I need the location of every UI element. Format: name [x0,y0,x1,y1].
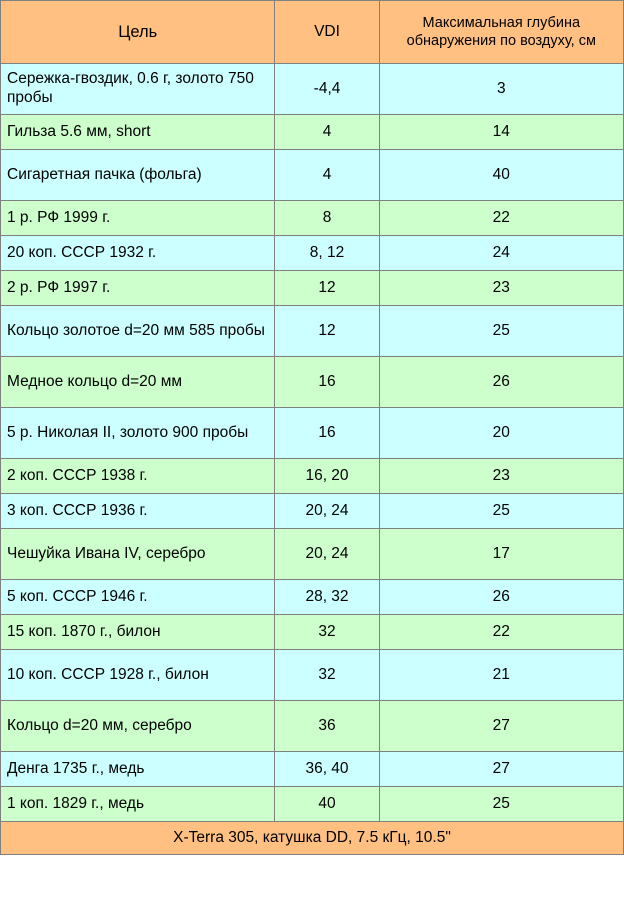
table-row [1,752,624,787]
cell-target: 1 коп. 1829 г., медь [1,787,275,822]
cell-target: 10 коп. СССР 1928 г., билон [1,650,275,701]
cell-vdi: 20, 24 [275,529,379,580]
cell-vdi: 12 [275,271,379,306]
table-footer [1,822,624,855]
cell-vdi: 36, 40 [275,752,379,787]
cell-target: 20 коп. СССР 1932 г. [1,236,275,271]
cell-target: 2 р. РФ 1997 г. [1,271,275,306]
cell-depth: 20 [379,408,623,459]
cell-depth: 26 [379,357,623,408]
table-body [1,64,624,822]
cell-depth: 27 [379,701,623,752]
cell-target: 5 коп. СССР 1946 г. [1,580,275,615]
cell-depth: 25 [379,787,623,822]
table-row [1,115,624,150]
table-row [1,787,624,822]
cell-target: 3 коп. СССР 1936 г. [1,494,275,529]
cell-target: 15 коп. 1870 г., билон [1,615,275,650]
cell-target: 1 р. РФ 1999 г. [1,201,275,236]
table-row [1,64,624,115]
table-row [1,459,624,494]
table-row [1,494,624,529]
table-row [1,236,624,271]
cell-depth: 14 [379,115,623,150]
column-header-target: Цель [1,1,275,64]
table-row [1,408,624,459]
cell-depth: 40 [379,150,623,201]
cell-target: Денга 1735 г., медь [1,752,275,787]
table-row [1,580,624,615]
cell-depth: 21 [379,650,623,701]
cell-vdi: 16 [275,357,379,408]
cell-vdi: 32 [275,650,379,701]
table-row [1,529,624,580]
cell-vdi: 4 [275,150,379,201]
table-row [1,357,624,408]
table-row [1,306,624,357]
cell-depth: 22 [379,201,623,236]
column-header-depth: Максимальная глубина обнаружения по воздуху, см [379,1,623,64]
cell-target: Кольцо d=20 мм, серебро [1,701,275,752]
cell-depth: 24 [379,236,623,271]
table-row [1,271,624,306]
cell-target: 5 р. Николая II, золото 900 пробы [1,408,275,459]
cell-vdi: 16 [275,408,379,459]
cell-vdi: 16, 20 [275,459,379,494]
cell-depth: 25 [379,494,623,529]
table-footer-row [1,822,624,855]
table-row [1,150,624,201]
cell-target: Гильза 5.6 мм, short [1,115,275,150]
cell-depth: 3 [379,64,623,115]
cell-vdi: 32 [275,615,379,650]
cell-depth: 17 [379,529,623,580]
cell-vdi: 36 [275,701,379,752]
cell-target: Сережка-гвоздик, 0.6 г, золото 750 пробы [1,64,275,115]
table-header [1,1,624,64]
cell-target: Сигаретная пачка (фольга) [1,150,275,201]
table-header-row [1,1,624,64]
cell-depth: 26 [379,580,623,615]
cell-depth: 23 [379,459,623,494]
cell-depth: 27 [379,752,623,787]
cell-vdi: 4 [275,115,379,150]
device-caption: X-Terra 305, катушка DD, 7.5 кГц, 10.5" [1,822,624,855]
cell-vdi: 8, 12 [275,236,379,271]
table-row [1,615,624,650]
cell-target: 2 коп. СССР 1938 г. [1,459,275,494]
cell-vdi: 12 [275,306,379,357]
cell-depth: 22 [379,615,623,650]
cell-vdi: -4,4 [275,64,379,115]
table-row [1,701,624,752]
cell-target: Чешуйка Ивана IV, серебро [1,529,275,580]
cell-target: Кольцо золотое d=20 мм 585 пробы [1,306,275,357]
cell-depth: 23 [379,271,623,306]
cell-depth: 25 [379,306,623,357]
cell-target: Медное кольцо d=20 мм [1,357,275,408]
cell-vdi: 20, 24 [275,494,379,529]
table-row [1,201,624,236]
cell-vdi: 40 [275,787,379,822]
table-row [1,650,624,701]
cell-vdi: 8 [275,201,379,236]
cell-vdi: 28, 32 [275,580,379,615]
column-header-vdi: VDI [275,1,379,64]
